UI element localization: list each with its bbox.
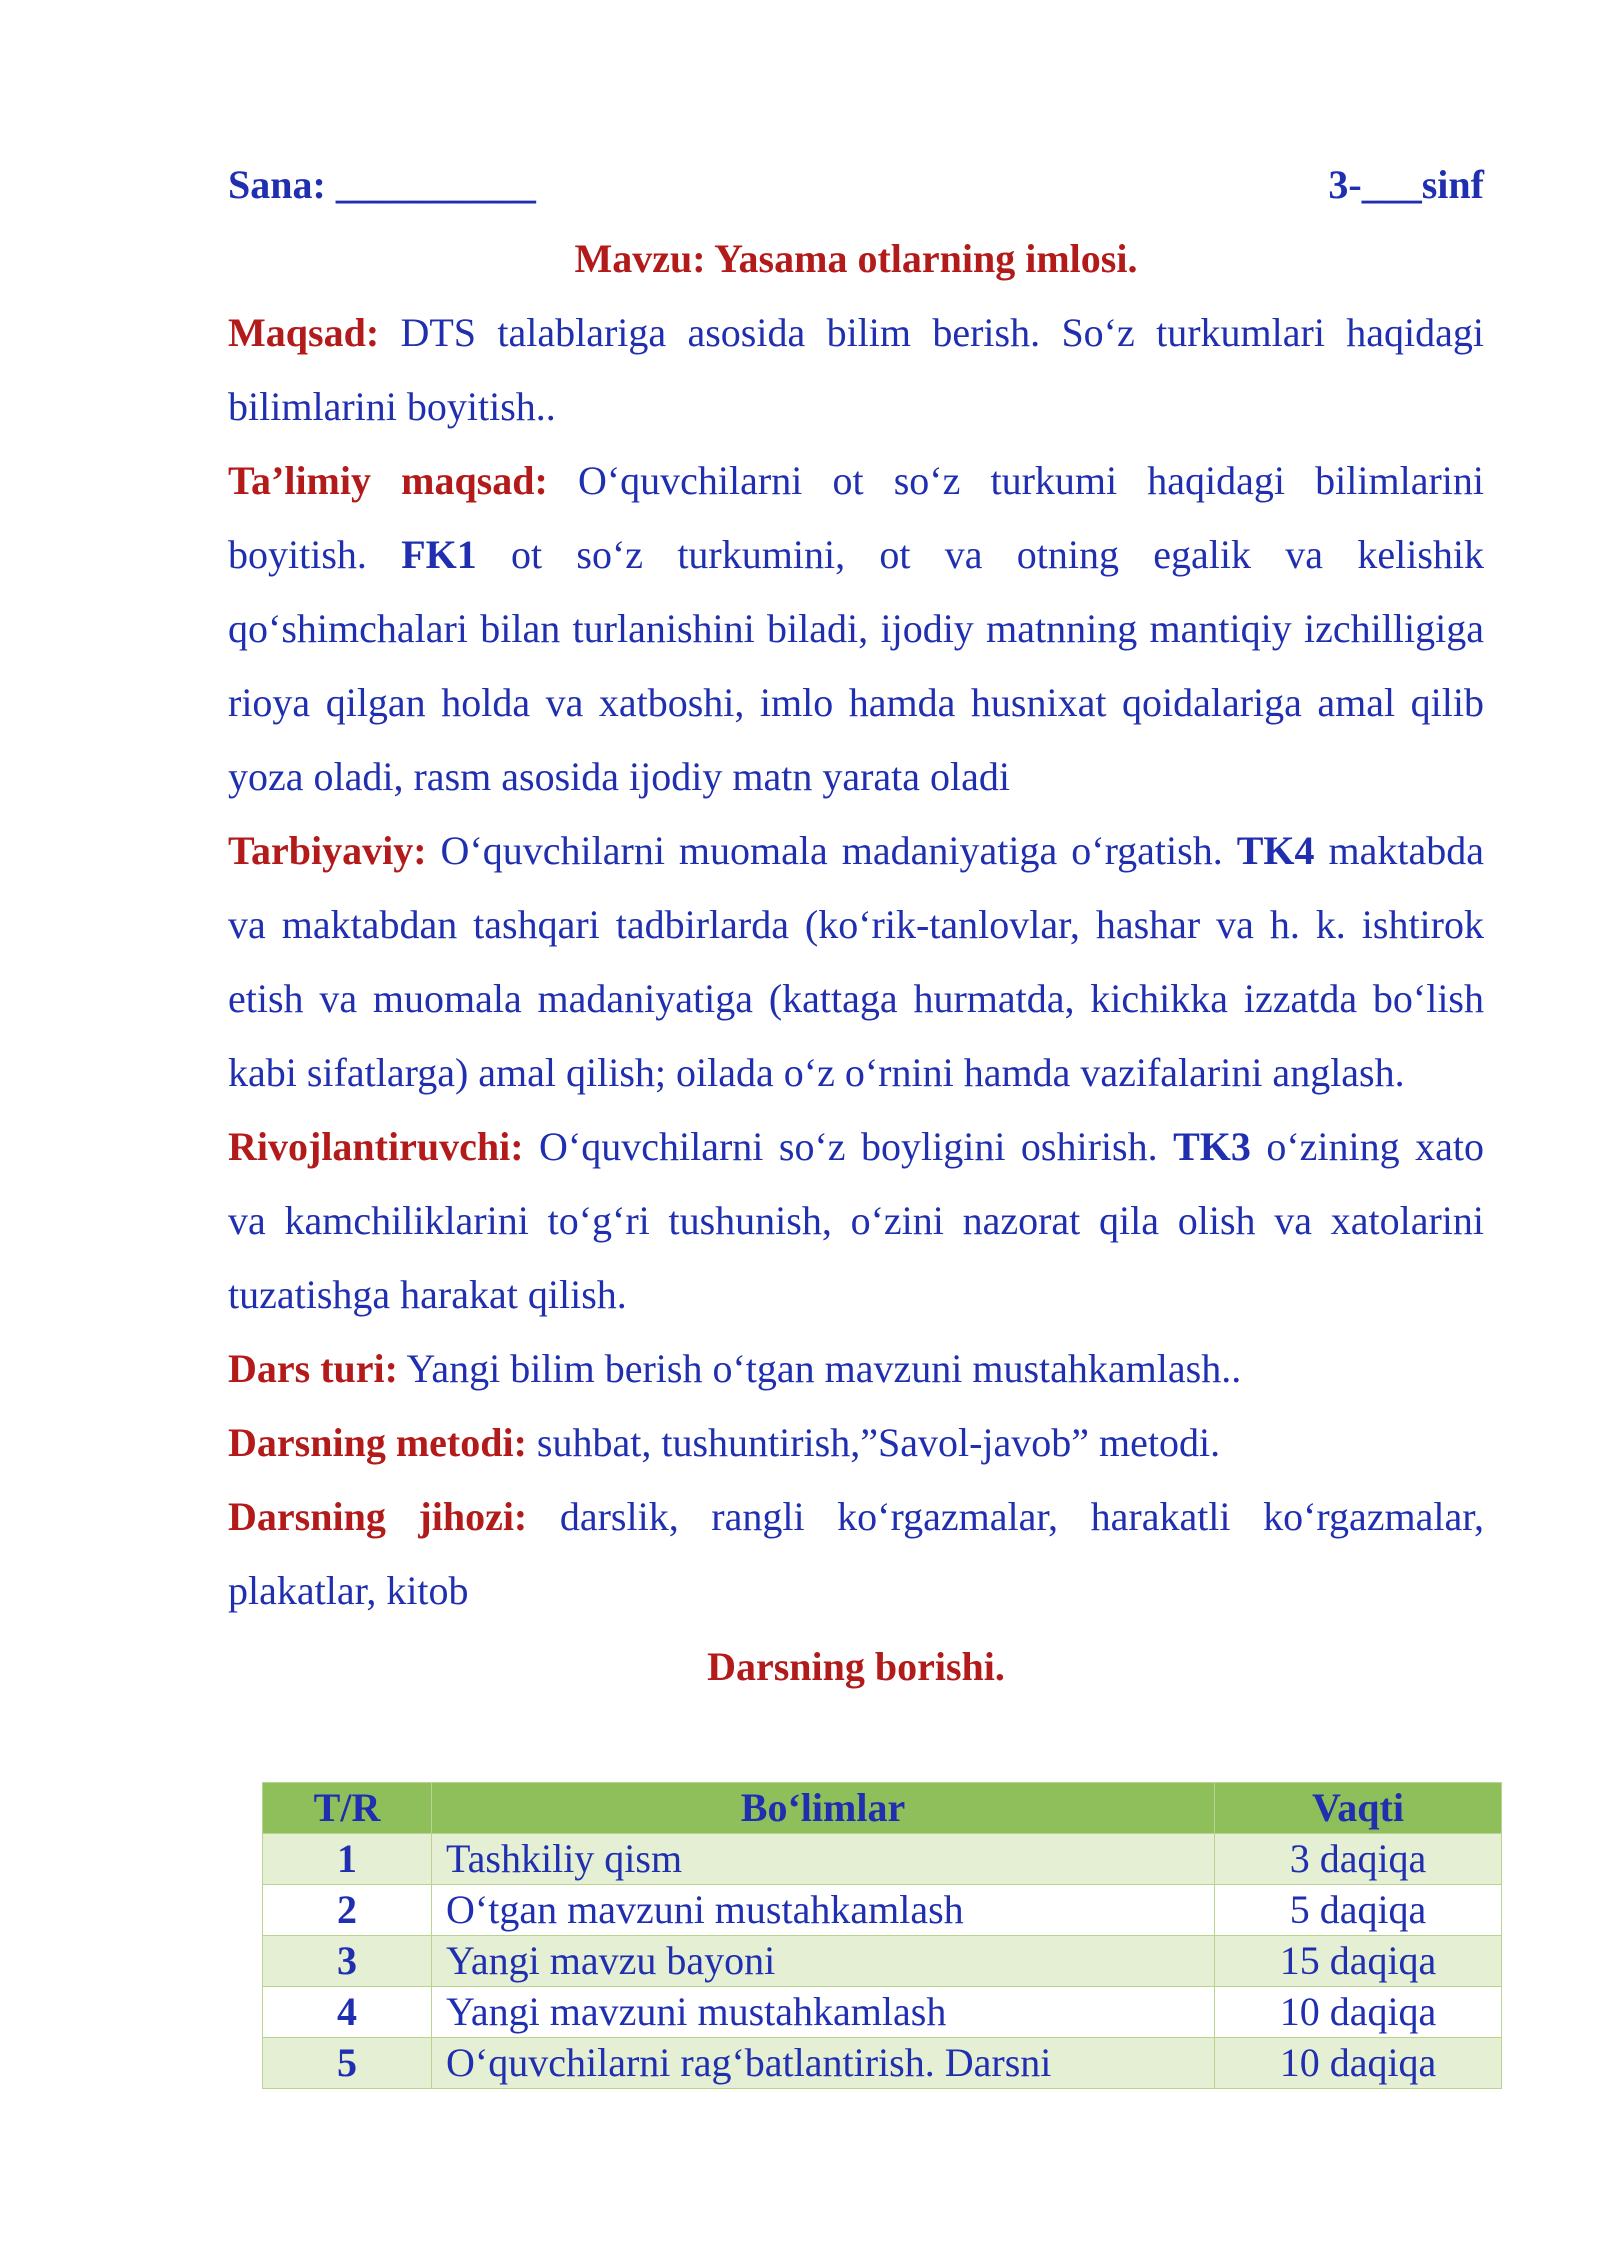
section-label: Darsning metodi: — [228, 1420, 527, 1465]
section-text: O‘quvchilarni ot so‘z turkumi haqidagi bilimlarini boyitish. — [228, 458, 1485, 577]
competency-code: FK1 — [401, 532, 477, 577]
date-label: Sana: __________ — [228, 162, 536, 207]
section-metodi — [228, 1406, 1484, 1480]
table-row — [263, 1885, 1502, 1936]
section-text: O‘quvchilarni so‘z boyligini oshirish. — [523, 1124, 1174, 1169]
row-section: Yangi mavzu bayoni — [432, 1936, 1215, 1987]
section-label: Darsning jihozi: — [228, 1494, 528, 1539]
row-section: Tashkiliy qism — [432, 1834, 1215, 1885]
row-time: 10 daqiqa — [1215, 1987, 1502, 2038]
row-number: 1 — [263, 1834, 432, 1885]
row-number: 5 — [263, 2038, 432, 2089]
section-label: Maqsad: — [228, 310, 380, 355]
row-section: Yangi mavzuni mustahkamlash — [432, 1987, 1215, 2038]
row-time: 10 daqiqa — [1215, 2038, 1502, 2089]
competency-code: TK3 — [1173, 1124, 1251, 1169]
section-label: Rivojlantiruvchi: — [228, 1124, 524, 1169]
column-header-sections: Bo‘limlar — [432, 1783, 1215, 1834]
section-talimiy — [228, 444, 1484, 814]
section-text: O‘quvchilarni muomala madaniyatiga o‘rgatish. — [426, 828, 1237, 873]
section-text: Yangi bilim berish o‘tgan mavzuni mustahkamlash.. — [397, 1346, 1242, 1391]
lesson-plan-body — [228, 148, 1484, 1704]
topic-title: Mavzu: Yasama otlarning imlosi. — [574, 236, 1138, 281]
section-maqsad — [228, 296, 1484, 444]
section-text: o‘zining xato va kamchiliklarini to‘g‘ri tushunish, o‘zini nazorat qila olish va xatolarini tuzatishga harakat qilish. — [228, 1124, 1484, 1317]
table-row — [263, 1987, 1502, 2038]
row-time: 15 daqiqa — [1215, 1936, 1502, 1987]
column-header-time: Vaqti — [1215, 1783, 1502, 1834]
row-number: 2 — [263, 1885, 432, 1936]
row-section: O‘tgan mavzuni mustahkamlash — [432, 1885, 1215, 1936]
row-number: 3 — [263, 1936, 432, 1987]
section-text: DTS talablariga asosida bilim berish. So‘z turkumlari haqidagi bilimlarini boyitish.. — [228, 310, 1484, 429]
row-number: 4 — [263, 1987, 432, 2038]
row-section: O‘quvchilarni rag‘batlantirish. Darsni — [432, 2038, 1215, 2089]
table-row — [263, 1936, 1502, 1987]
class-label: 3-___sinf — [1328, 162, 1484, 207]
section-jihozi — [228, 1480, 1484, 1628]
table-row — [263, 2038, 1502, 2089]
column-header-number: T/R — [263, 1783, 432, 1834]
section-text: suhbat, tushuntirish,”Savol-javob” metodi. — [526, 1420, 1221, 1465]
section-tarbiyaviy — [228, 814, 1484, 1110]
section-dars-turi — [228, 1332, 1484, 1406]
lesson-plan-table — [262, 1782, 1502, 2089]
table-row — [263, 1834, 1502, 1885]
section-label: Dars turi: — [228, 1346, 398, 1391]
section-text: maktabda va maktabdan tashqari tadbirlarda (ko‘rik-tanlovlar, hashar va h. k. ishtirok etish va muomala madaniyatiga (kattaga hurmatda, kichikka izzatda bo‘lish kabi sifatlarga) amal qilish; oilada o‘z o‘rnini hamda vazifalarini anglash. — [228, 828, 1485, 1095]
competency-code: TK4 — [1236, 828, 1315, 873]
header-row — [228, 148, 1484, 222]
section-label: Tarbiyaviy: — [228, 828, 427, 873]
table-header-row — [263, 1783, 1502, 1834]
row-time: 3 daqiqa — [1215, 1834, 1502, 1885]
section-text: darslik, rangli ko‘rgazmalar, harakatli ko‘rgazmalar, plakatlar, kitob — [228, 1494, 1484, 1613]
row-time: 5 daqiqa — [1215, 1885, 1502, 1936]
section-text: ot so‘z turkumini, ot va otning egalik va kelishik qo‘shimchalari bilan turlanishini biladi, ijodiy matnning mantiqiy izchilligiga rioya qilgan holda va xatboshi, imlo hamda husnixat qoidalariga amal qilib yoza oladi, rasm asosida ijodiy matn yarata oladi — [228, 532, 1484, 799]
section-label: Ta’limiy maqsad: — [228, 458, 548, 503]
section-rivojlantiruvchi — [228, 1110, 1484, 1332]
plan-title: Darsning borishi. — [707, 1644, 1005, 1689]
